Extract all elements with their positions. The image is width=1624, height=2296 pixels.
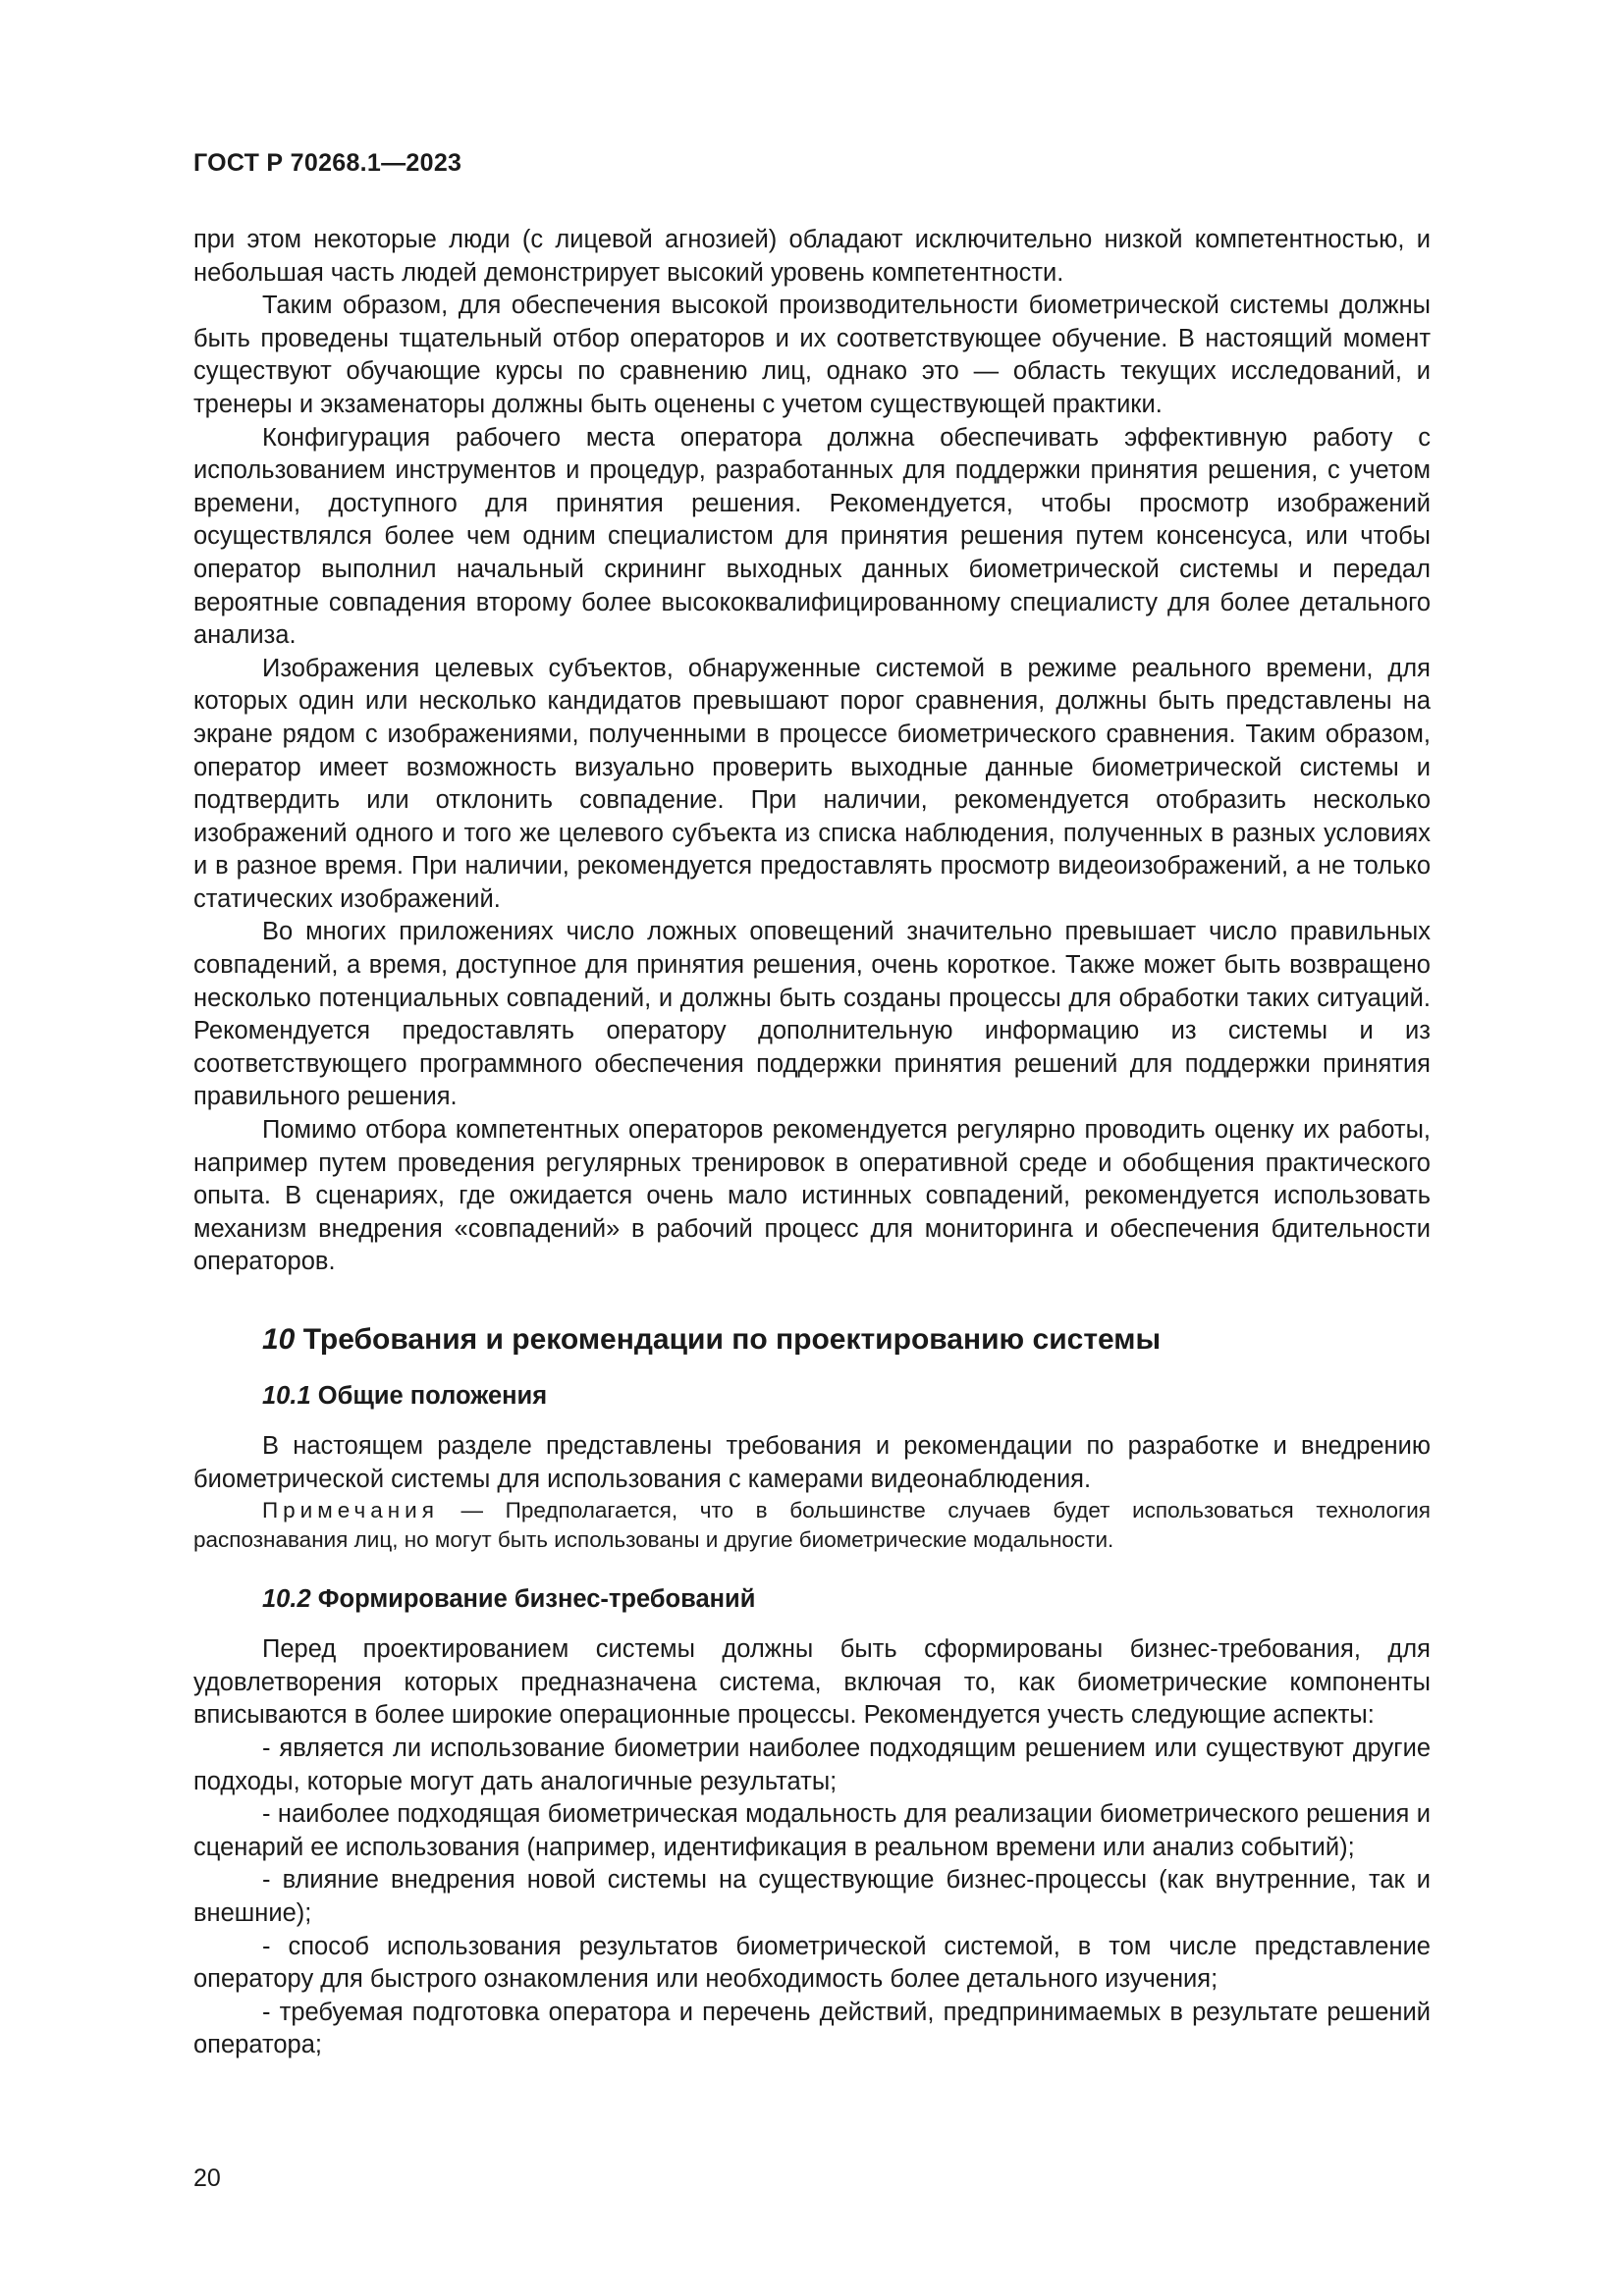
list-item: - наиболее подходящая биометрическая модальность для реализации биометрического решения и сценарий ее использования (например, идентификация в реальном времени или анализ событий); (193, 1800, 1431, 1861)
section-10-heading (262, 1320, 1431, 1360)
subsection-number: 10.2 (262, 1585, 311, 1614)
body-paragraph-continuation: при этом некоторые люди (с лицевой агнозией) обладают исключительно низкой компетентностью, и небольшая часть людей демонстрирует высокий уровень компетентности. (193, 226, 1431, 287)
list-item: - влияние внедрения новой системы на существующие бизнес-процессы (как внутренние, так и внешние); (193, 1866, 1431, 1927)
body-paragraph: Изображения целевых субъектов, обнаруженные системой в режиме реального времени, для которых один или несколько кандидатов превышают порог сравнения, должны быть представлены на экране рядом с изображениями, полученными в процессе биометрического сравнения. Таким образом, оператор имеет возможность визуально проверить выходные данные биометрической системы и подтвердить или отклонить совпадение. При наличии, рекомендуется отобразить несколько изображений одного и того же целевого субъекта из списка наблюдения, полученных в разных условиях и в разное время. При наличии, рекомендуется предоставлять просмотр видеоизображений, а не только статических изображений. (193, 654, 1431, 913)
subsection-10-2-heading (262, 1582, 1431, 1616)
subsection-title: Общие положения (317, 1382, 548, 1410)
body-paragraph: Помимо отбора компетентных операторов рекомендуется регулярно проводить оценку их работы, например путем проведения регулярных тренировок в оперативной среде и обобщения практического опыта. В сценариях, где ожидается очень мало истинных совпадений, рекомендуется использовать механизм внедрения «совпадений» в рабочий процесс для мониторинга и обеспечения бдительности операторов. (193, 1116, 1431, 1276)
body-paragraph: Во многих приложениях число ложных оповещений значительно превышает число правильных совпадений, а время, доступное для принятия решения, очень короткое. Также может быть возвращено несколько потенциальных совпадений, и должны быть созданы процессы для обработки таких ситуаций. Рекомендуется предоставлять оператору дополнительную информацию из системы и из соответствующего программного обеспечения поддержки принятия решений для поддержки принятия правильного решения. (193, 918, 1431, 1111)
body-paragraph: Таким образом, для обеспечения высокой производительности биометрической системы должны быть проведены тщательный отбор операторов и их соответствующее обучение. В настоящий момент существуют обучающие курсы по сравнению лиц, однако это — область текущих исследований, и тренеры и экзаменаторы должны быть оценены с учетом существующей практики. (193, 292, 1431, 418)
list-item: - является ли использование биометрии наиболее подходящим решением или существуют другие подходы, которые могут дать аналогичные результаты; (193, 1734, 1431, 1795)
note-label: Примечания (262, 1498, 439, 1523)
note-text: — Предполагается, что в большинстве случаев будет использоваться технология распознавания лиц, но могут быть использованы и другие биометрические модальности. (193, 1498, 1431, 1553)
list-item: - требуемая подготовка оператора и перечень действий, предпринимаемых в результате решений оператора; (193, 1998, 1431, 2059)
list-item: - способ использования результатов биометрической системой, в том числе представление оператору для быстрого ознакомления или необходимость более детального изучения; (193, 1932, 1431, 1994)
body-paragraph: Конфигурация рабочего места оператора должна обеспечивать эффективную работу с использованием инструментов и процедур, разработанных для поддержки принятия решения, с учетом времени, доступного для принятия решения. Рекомендуется, чтобы просмотр изображений осуществлялся более чем одним специалистом для принятия решения путем консенсуса, или чтобы оператор выполнил начальный скрининг выходных данных биометрической системы и передал вероятные совпадения второму более высококвалифицированному специалисту для более детального анализа. (193, 423, 1431, 650)
subsection-title: Формирование бизнес-требований (317, 1585, 756, 1614)
document-body (193, 224, 1431, 2062)
section-title: Требования и рекомендации по проектированию системы (302, 1323, 1162, 1356)
section-number: 10 (262, 1323, 296, 1356)
subsection-number: 10.1 (262, 1382, 311, 1410)
note-block (193, 1496, 1431, 1555)
body-paragraph: Перед проектированием системы должны быть сформированы бизнес-требования, для удовлетворения которых предназначена система, включая то, как биометрические компоненты вписываются в более широкие операционные процессы. Рекомендуется учесть следующие аспекты: (193, 1635, 1431, 1730)
page-number: 20 (193, 2164, 221, 2192)
document-code-header: ГОСТ Р 70268.1—2023 (193, 149, 462, 177)
subsection-10-1-heading (262, 1379, 1431, 1413)
body-paragraph: В настоящем разделе представлены требования и рекомендации по разработке и внедрению биометрической системы для использования с камерами видеонаблюдения. (193, 1432, 1431, 1493)
